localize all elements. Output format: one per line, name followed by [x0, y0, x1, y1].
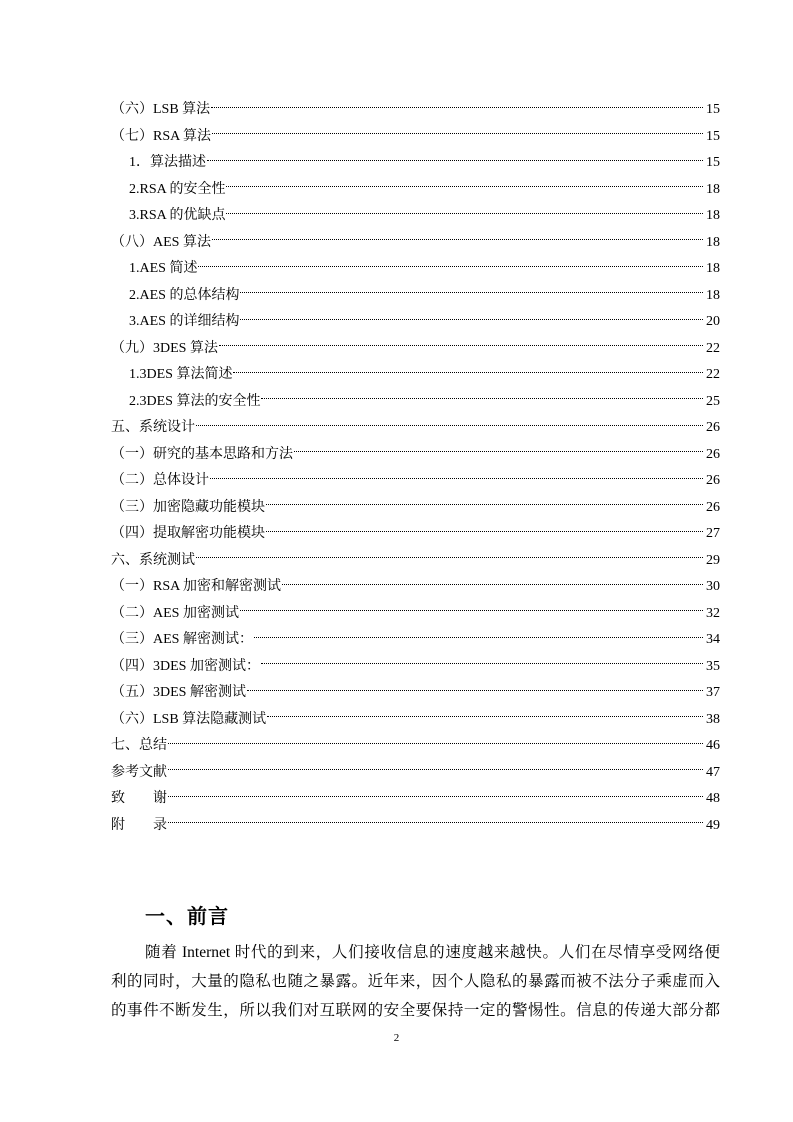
section-heading: 一、前言: [145, 904, 229, 928]
paragraph-line: 的事件不断发生，所以我们对互联网的安全要保持一定的警惕性。信息的传递大部分都: [111, 1002, 720, 1019]
toc-entry-page: 15: [706, 102, 720, 117]
toc-entry-page: 22: [706, 340, 720, 356]
toc-entry-label: 致 谢: [111, 791, 167, 806]
toc-entry-label: （五）3DES 解密测试: [111, 685, 246, 700]
toc-dot-leader: [226, 213, 703, 214]
toc-entry-label: （七）RSA 算法: [111, 128, 211, 144]
toc-entry-page: 29: [706, 552, 720, 568]
toc-entry-page: 46: [706, 738, 720, 753]
toc-entry[interactable]: [111, 203, 720, 230]
toc-entry-page: 47: [706, 764, 720, 780]
toc-dot-leader: [198, 266, 703, 267]
toc-entry-page: 18: [706, 181, 720, 197]
toc-entry[interactable]: [111, 760, 720, 787]
toc-entry-page: 37: [706, 685, 720, 700]
toc-dot-leader: [267, 716, 703, 717]
toc-entry[interactable]: [111, 548, 720, 575]
toc-entry-page: 32: [706, 605, 720, 621]
toc-entry-label: （六）LSB 算法隐藏测试: [111, 711, 267, 727]
toc-entry[interactable]: [111, 415, 720, 442]
toc-entry-label: （六）LSB 算法: [111, 102, 211, 117]
toc-entry-label: 3.RSA 的优缺点: [129, 208, 226, 223]
toc-entry-page: 20: [706, 314, 720, 329]
toc-entry[interactable]: [111, 468, 720, 495]
toc-entry-label: （一）研究的基本思路和方法: [111, 446, 293, 462]
toc-entry-page: 30: [706, 579, 720, 594]
toc-entry[interactable]: [111, 601, 720, 628]
toc-entry-page: 26: [706, 446, 720, 462]
toc-entry-label: 1.3DES 算法简述: [129, 367, 233, 382]
toc-entry[interactable]: [111, 97, 720, 124]
toc-entry-label: 七、总结: [111, 738, 167, 753]
toc-entry[interactable]: [111, 309, 720, 336]
toc-dot-leader: [196, 425, 703, 426]
toc-dot-leader: [196, 557, 703, 558]
toc-entry[interactable]: [111, 707, 720, 734]
toc-entry-page: 35: [706, 658, 720, 674]
toc-entry-label: 五、系统设计: [111, 420, 195, 435]
toc-entry-page: 27: [706, 526, 720, 541]
toc-entry-label: （三）AES 解密测试：: [111, 632, 253, 647]
toc-entry-label: 六、系统测试: [111, 552, 195, 568]
toc-dot-leader: [282, 584, 703, 585]
toc-entry[interactable]: [111, 150, 720, 177]
toc-entry-label: （四）3DES 加密测试：: [111, 658, 260, 674]
toc-entry-page: 18: [706, 208, 720, 223]
toc-entry[interactable]: [111, 680, 720, 707]
toc-dot-leader: [240, 610, 703, 611]
toc-entry[interactable]: [111, 124, 720, 151]
toc-dot-leader: [266, 504, 703, 505]
toc-dot-leader: [294, 451, 703, 452]
toc-dot-leader: [168, 796, 703, 797]
table-of-contents: [111, 97, 720, 839]
toc-dot-leader: [211, 107, 703, 108]
toc-entry[interactable]: [111, 654, 720, 681]
toc-entry[interactable]: [111, 813, 720, 840]
toc-dot-leader: [212, 133, 703, 134]
toc-dot-leader: [247, 690, 703, 691]
toc-dot-leader: [233, 372, 703, 373]
toc-entry[interactable]: [111, 442, 720, 469]
toc-dot-leader: [254, 637, 703, 638]
toc-entry[interactable]: [111, 177, 720, 204]
toc-dot-leader: [168, 769, 703, 770]
toc-entry-label: （一）RSA 加密和解密测试: [111, 579, 281, 594]
toc-entry[interactable]: [111, 389, 720, 416]
toc-dot-leader: [261, 398, 703, 399]
toc-entry[interactable]: [111, 283, 720, 310]
toc-dot-leader: [240, 319, 703, 320]
toc-entry[interactable]: [111, 336, 720, 363]
toc-entry-label: （二）AES 加密测试: [111, 605, 239, 621]
toc-entry-page: 38: [706, 711, 720, 727]
toc-entry[interactable]: [111, 627, 720, 654]
toc-entry-page: 48: [706, 791, 720, 806]
toc-dot-leader: [210, 478, 703, 479]
toc-dot-leader: [212, 239, 703, 240]
toc-dot-leader: [240, 292, 703, 293]
toc-entry[interactable]: [111, 786, 720, 813]
toc-dot-leader: [266, 531, 703, 532]
toc-entry-page: 18: [706, 234, 720, 250]
toc-entry[interactable]: [111, 574, 720, 601]
toc-dot-leader: [261, 663, 703, 664]
toc-entry-page: 15: [706, 128, 720, 144]
toc-entry-label: （二）总体设计: [111, 473, 209, 488]
toc-entry-page: 34: [706, 632, 720, 647]
toc-entry[interactable]: [111, 495, 720, 522]
toc-entry-label: （四）提取解密功能模块: [111, 526, 265, 541]
toc-entry-label: 2.AES 的总体结构: [129, 287, 240, 303]
toc-entry-label: （九）3DES 算法: [111, 340, 218, 356]
toc-entry[interactable]: [111, 256, 720, 283]
page-number: 2: [393, 1032, 400, 1044]
toc-entry-page: 15: [706, 155, 720, 170]
toc-entry-page: 25: [706, 393, 720, 409]
paragraph-line: 利的同时，大量的隐私也随之暴露。近年来，因个人隐私的暴露而被不法分子乘虚而入: [111, 973, 720, 990]
toc-entry-label: （八）AES 算法: [111, 234, 211, 250]
paragraph-line: 随着 Internet 时代的到来，人们接收信息的速度越来越快。人们在尽情享受网络便: [145, 944, 720, 961]
toc-entry-page: 26: [706, 499, 720, 515]
toc-dot-leader: [207, 160, 703, 161]
toc-dot-leader: [168, 743, 703, 744]
toc-entry-page: 49: [706, 817, 720, 833]
toc-entry-label: 3.AES 的详细结构: [129, 314, 240, 329]
toc-entry[interactable]: [111, 733, 720, 760]
toc-entry-label: 1.AES 简述: [129, 261, 198, 276]
toc-entry-page: 18: [706, 261, 720, 276]
toc-entry[interactable]: [111, 362, 720, 389]
toc-entry-page: 18: [706, 287, 720, 303]
toc-dot-leader: [168, 822, 703, 823]
toc-entry-label: 2.RSA 的安全性: [129, 181, 226, 197]
toc-entry[interactable]: [111, 230, 720, 257]
toc-entry-label: 参考文献: [111, 764, 167, 780]
toc-entry-page: 26: [706, 420, 720, 435]
toc-entry-label: 附 录: [111, 817, 167, 833]
toc-dot-leader: [219, 345, 703, 346]
toc-entry-label: 1．算法描述: [129, 155, 206, 170]
toc-entry-label: 2.3DES 算法的安全性: [129, 393, 261, 409]
toc-entry-page: 22: [706, 367, 720, 382]
toc-entry-page: 26: [706, 473, 720, 488]
intro-paragraph: [111, 938, 720, 1025]
toc-entry-label: （三）加密隐藏功能模块: [111, 499, 265, 515]
toc-entry[interactable]: [111, 521, 720, 548]
toc-dot-leader: [226, 186, 703, 187]
